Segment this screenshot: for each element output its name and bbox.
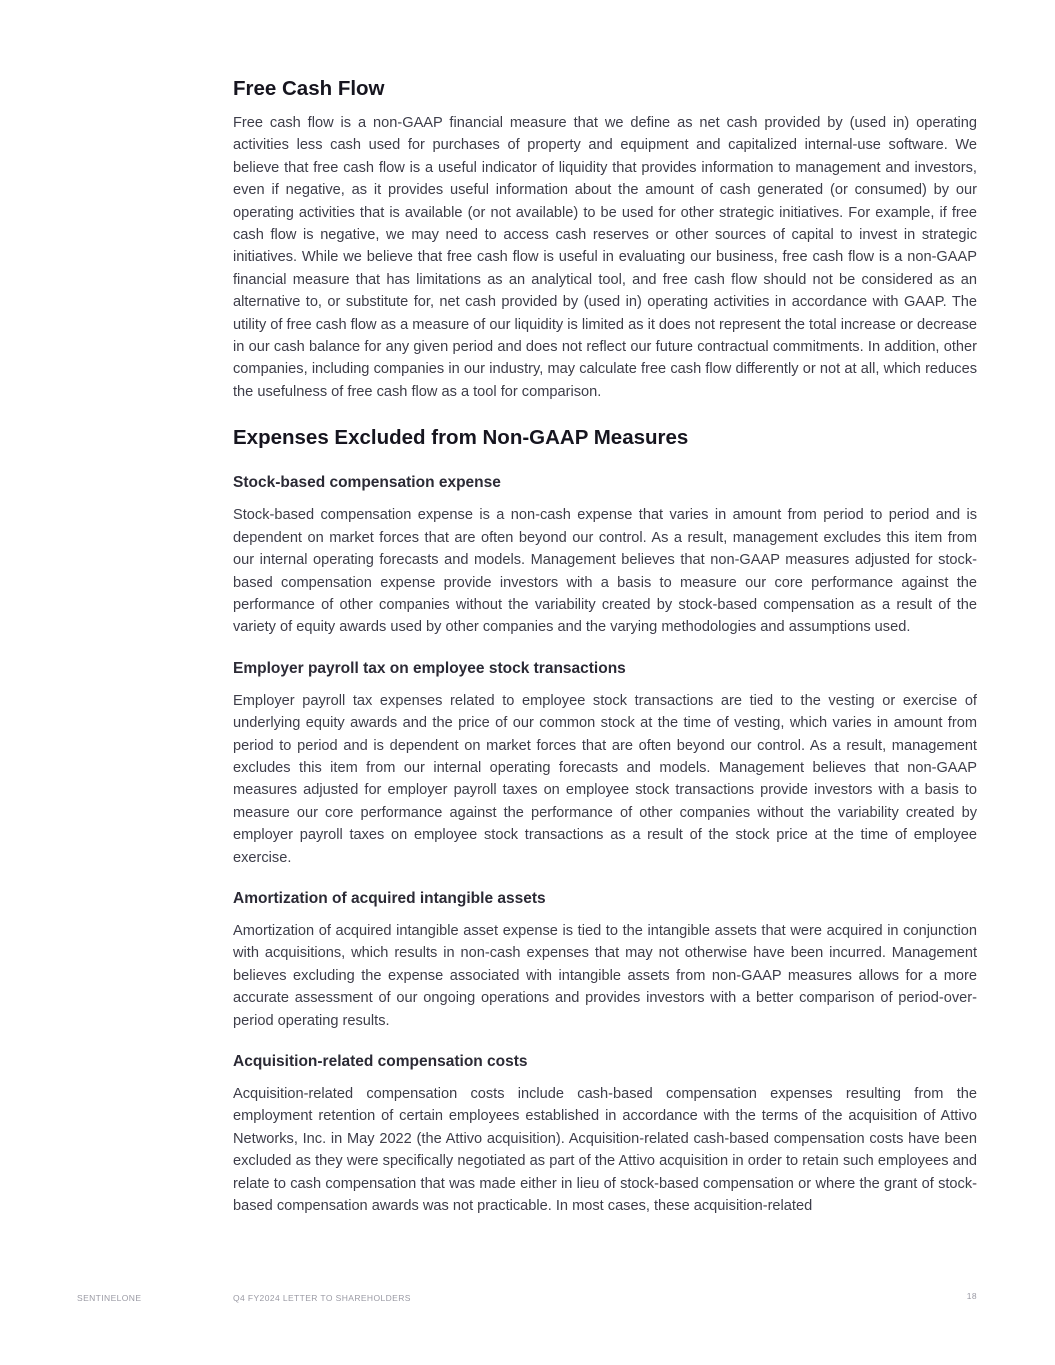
stock-comp-subheading: Stock-based compensation expense (233, 474, 501, 492)
free-cash-flow-paragraph: Free cash flow is a non-GAAP financial measure that we define as net cash provided by (used in) operating activities less cash used for purchases of property and equipment and capitalized internal-use software. We believe that free cash flow is a useful indicator of liquidity that provides information to management and investors, even if negative, as it provides useful information about the amount of cash generated (or consumed) by our operating activities that is available (or not available) to be used for other strategic initiatives. For example, if free cash flow is negative, we may need to access cash reserves or other sources of capital to invest in strategic initiatives. While we believe that free cash flow is useful in evaluating our business, free cash flow is a non-GAAP financial measure that has limitations as an analytical tool, and free cash flow should not be considered as an alternative to, or substitute for, net cash provided by (used in) operating activities in accordance with GAAP. The utility of free cash flow as a measure of our liquidity is limited as it does not represent the total increase or decrease in our cash balance for any given period and does not reflect our future contractual commitments. In addition, other companies, including companies in our industry, may calculate free cash flow differently or not at all, which reduces the usefulness of free cash flow as a tool for comparison. (233, 115, 977, 400)
amortization-paragraph: Amortization of acquired intangible asset expense is tied to the intangible assets that were acquired in conjunction with acquisitions, which results in non-cash expenses that may not otherwise have been incurred. Management believes excluding the expense associated with intangible assets from non-GAAP measures allows for a more accurate assessment of our ongoing operations and provides investors with a better comparison of period-over-period operating results. (233, 922, 977, 1029)
page-content (233, 75, 977, 1217)
footer-page-number: 18 (966, 1291, 977, 1301)
footer-company: SENTINELONE (77, 1293, 142, 1303)
expenses-excluded-heading: Expenses Excluded from Non-GAAP Measures (233, 426, 689, 450)
amortization-subheading: Amortization of acquired intangible assets (233, 889, 546, 907)
payroll-tax-subheading: Employer payroll tax on employee stock transactions (233, 659, 626, 677)
payroll-tax-paragraph: Employer payroll tax expenses related to employee stock transactions are tied to the vesting or exercise of underlying equity awards and the price of our common stock at the time of vesting, which varies in amount from period to period and is dependent on market forces that are often beyond our control. As a result, management excludes this item from our internal operating forecasts and models. Management believes that non-GAAP measures adjusted for employer payroll taxes on employee stock transactions provide investors with a basis to measure our core performance against the performance of other companies without the variability created by employer payroll taxes on employee stock transactions as a result of the stock price at the time of employee exercise. (233, 692, 977, 866)
stock-comp-paragraph: Stock-based compensation expense is a non-cash expense that varies in amount from period to period and is dependent on market forces that are often beyond our control. As a result, management excludes this item from our internal operating forecasts and models. Management believes that non-GAAP measures adjusted for stock-based compensation expense provide investors with a basis to measure our core performance against the performance of other companies without the variability created by stock-based compensation as a result of the variety of equity awards used by other companies and the varying methodologies and assumptions used. (233, 507, 977, 636)
acquisition-comp-paragraph: Acquisition-related compensation costs include cash-based compensation expenses resulting from the employment retention of certain employees established in accordance with the terms of the acquisition of Attivo Networks, Inc. in May 2022 (the Attivo acquisition). Acquisition-related cash-based compensation costs have been excluded as they were specifically negotiated as part of the Attivo acquisition in order to retain such employees and relate to cash compensation that was made either in lieu of stock-based compensation or where the grant of stock-based compensation awards was not practicable. In most cases, these acquisition-related (233, 1086, 977, 1215)
free-cash-flow-heading: Free Cash Flow (233, 77, 385, 100)
acquisition-comp-subheading: Acquisition-related compensation costs (233, 1053, 528, 1070)
footer-document-title: Q4 FY2024 LETTER TO SHAREHOLDERS (233, 1293, 411, 1303)
